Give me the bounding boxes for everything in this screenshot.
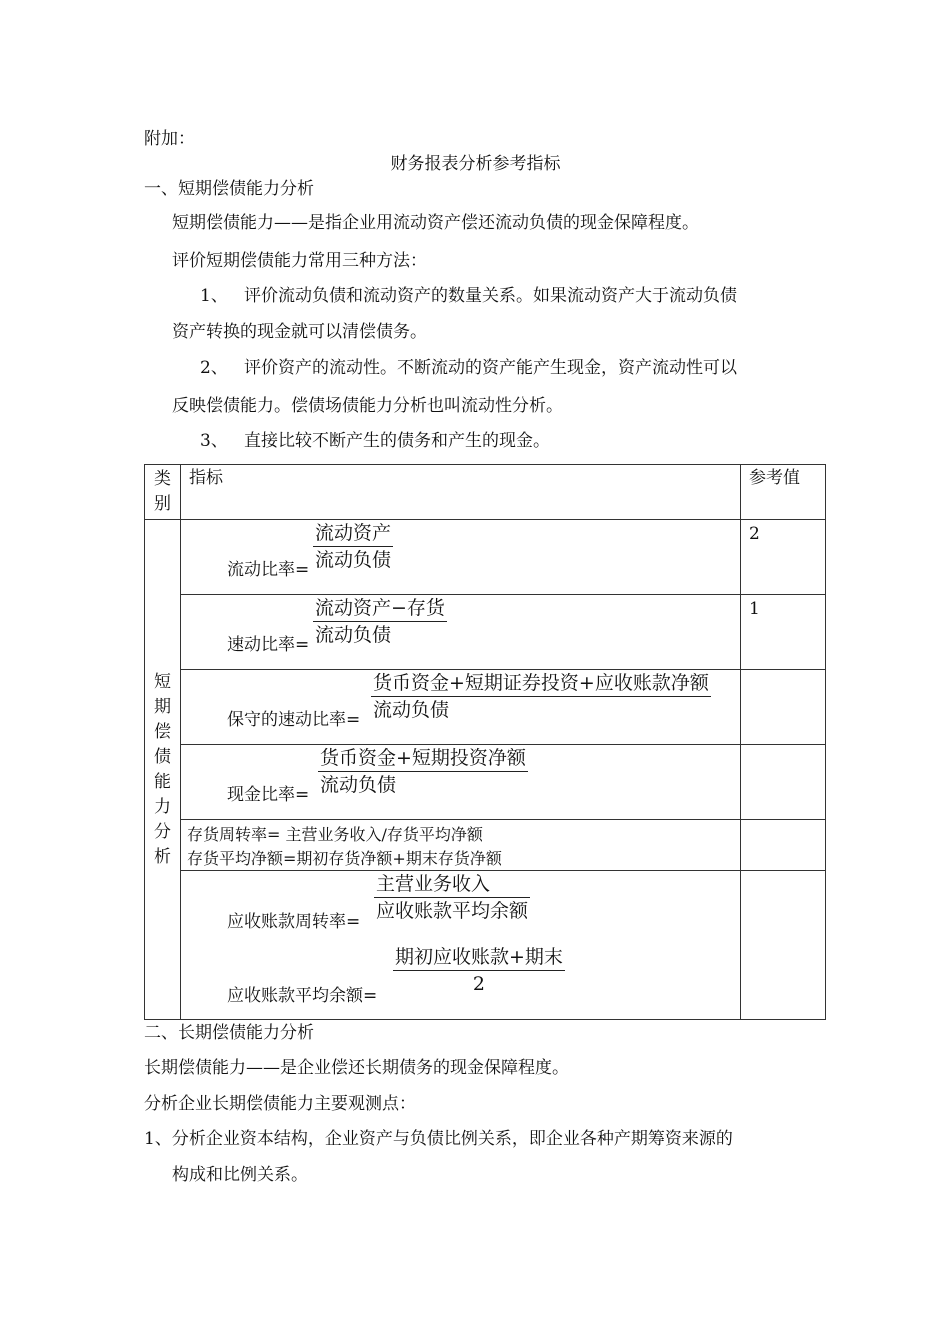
formula-fraction [313,520,393,573]
indicator-label: 现金比率= [227,785,310,805]
reference-value: 1 [749,599,760,619]
method-1-text: 评价流动负债和流动资产的数量关系。如果流动资产大于流动负债 [244,286,737,306]
inventory-average-formula: 存货平均净额=期初存货净额+期末存货净额 [187,849,502,868]
formula-numerator: 主营业务收入 [374,871,530,898]
table-row [145,745,826,820]
section2-definition: 长期偿债能力——是企业偿还长期债务的现金保障程度。 [144,1058,569,1078]
formula-numerator: 货币资金+短期证券投资+应收账款净额 [371,670,711,697]
points-intro: 分析企业长期偿债能力主要观测点： [144,1094,416,1114]
formula-fraction [374,871,530,924]
indicator-cell [181,595,741,670]
formula-denominator: 流动负债 [315,624,392,646]
table-header-row [145,465,826,520]
category-label: 短期偿债能力分析 [154,671,171,867]
attachment-label: 附加： [144,129,195,149]
method-2-text: 评价资产的流动性。不断流动的资产能产生现金，资产流动性可以 [244,358,737,378]
table-row [145,871,826,1020]
table-row [145,820,826,871]
formula-denominator: 流动负债 [320,774,397,796]
header-category: 类别 [145,465,181,520]
method-2-number: 2、 [200,358,228,378]
indicator-label: 保守的速动比率= [227,710,361,730]
point-1-continuation: 构成和比例关系。 [172,1165,308,1185]
formula-numerator: 货币资金+短期投资净额 [318,745,528,772]
method-2-continuation: 反映偿债能力。偿债场债能力分析也叫流动性分析。 [172,396,563,416]
header-reference: 参考值 [741,465,826,520]
reference-cell [741,871,826,1020]
indicator-cell [181,820,741,871]
formula-numerator: 期初应收账款+期末 [393,944,565,971]
formula-fraction [313,595,447,648]
indicator-table [144,464,826,1020]
reference-cell [741,670,826,745]
formula-numerator: 流动资产−存货 [313,595,447,622]
point-1-text: 1、分析企业资本结构，企业资产与负债比例关系，即企业各种产期筹资来源的 [144,1129,733,1149]
table-row [145,595,826,670]
formula-denominator: 应收账款平均余额 [376,900,529,922]
section1-definition: 短期偿债能力——是指企业用流动资产偿还流动负债的现金保障程度。 [172,213,699,233]
indicator-label: 应收账款周转率= [227,912,361,932]
table-row [145,670,826,745]
header-indicator: 指标 [181,465,741,520]
page-title: 财务报表分析参考指标 [390,154,561,174]
category-cell [145,520,181,1020]
formula-denominator: 2 [472,973,485,995]
reference-cell [741,520,826,595]
methods-intro: 评价短期偿债能力常用三种方法： [172,251,427,271]
indicator-label: 应收账款平均余额= [227,986,378,1006]
formula-denominator: 流动负债 [315,549,392,571]
method-1-number: 1、 [200,286,228,306]
section2-heading: 二、长期偿债能力分析 [144,1023,314,1043]
formula-fraction [371,670,711,723]
indicator-label: 速动比率= [227,635,310,655]
table-row [145,520,826,595]
indicator-label: 流动比率= [227,560,310,580]
method-3-number: 3、 [200,431,228,451]
indicator-cell [181,520,741,595]
reference-cell [741,820,826,871]
formula-fraction [318,745,528,798]
indicator-cell [181,670,741,745]
indicator-cell [181,871,741,1020]
indicator-cell [181,745,741,820]
reference-cell [741,745,826,820]
formula-numerator: 流动资产 [313,520,393,547]
reference-cell [741,595,826,670]
inventory-turnover-formula: 存货周转率= 主营业务收入/存货平均净额 [187,825,483,844]
formula-fraction [393,944,565,997]
reference-value: 2 [749,524,760,544]
method-3-text: 直接比较不断产生的债务和产生的现金。 [244,431,550,451]
section1-heading: 一、短期偿债能力分析 [144,179,314,199]
method-1-continuation: 资产转换的现金就可以清偿债务。 [172,322,427,342]
formula-denominator: 流动负债 [373,699,450,721]
